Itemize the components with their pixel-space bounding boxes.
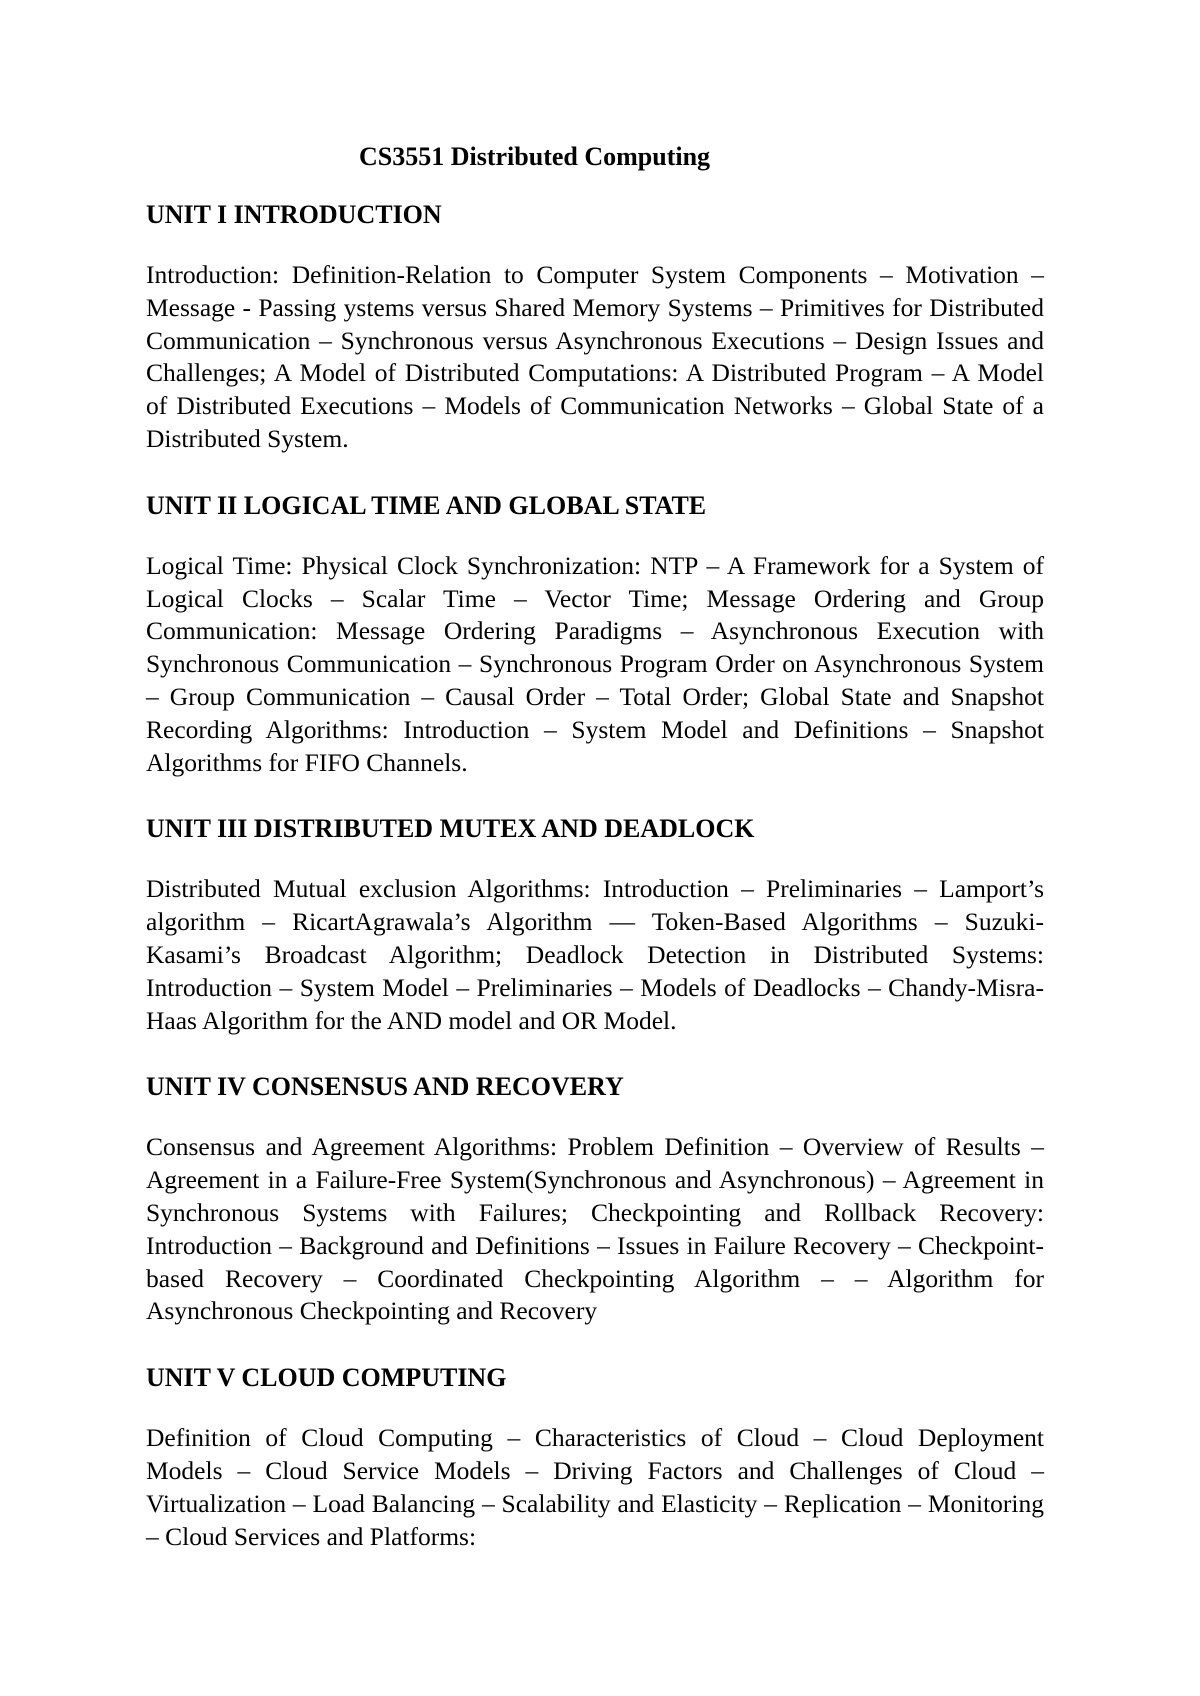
unit-4-section bbox=[146, 1070, 1044, 1328]
unit-5-body: Definition of Cloud Computing – Characteristics of Cloud – Cloud Deployment Models – Cloud Service Models – Driving Factors and Challenges of Cloud – Virtualization – Load Balancing – Scalability and Elasticity – Replication – Monitoring – Cloud Services and Platforms: bbox=[146, 1423, 1044, 1551]
unit-2-section bbox=[146, 489, 1044, 780]
unit-1-heading: UNIT I INTRODUCTION bbox=[146, 200, 442, 229]
unit-4-body: Consensus and Agreement Algorithms: Problem Definition – Overview of Results – Agreement in a Failure-Free System(Synchronous and Asynchronous) – Agreement in Synchronous Systems with Failures; Checkpointing and Rollback Recovery: Introduction – Background and Definitions – Issues in Failure Recovery – Checkpoint-based Recovery – Coordinated Checkpointing Algorithm – – Algorithm for Asynchronous Checkpointing and Recovery bbox=[146, 1132, 1044, 1326]
unit-4-heading: UNIT IV CONSENSUS AND RECOVERY bbox=[146, 1072, 624, 1102]
unit-5-heading: UNIT V CLOUD COMPUTING bbox=[146, 1363, 507, 1393]
unit-3-body: Distributed Mutual exclusion Algorithms: Introduction – Preliminaries – Lamport’s algorithm – RicartAgrawala’s Algorithm –– Token-Based Algorithms – Suzuki-Kasami’s Broadcast Algorithm; Deadlock Detection in Distributed Systems: Introduction – System Model – Preliminaries – Models of Deadlocks – Chandy-Misra-Haas Algorithm for the AND model and OR Model. bbox=[146, 874, 1044, 1035]
document-page bbox=[146, 140, 1044, 1586]
unit-2-body: Logical Time: Physical Clock Synchronization: NTP – A Framework for a System of Logical Clocks – Scalar Time – Vector Time; Message Ordering and Group Communication: Message Ordering Paradigms – Asynchronous Execution with Synchronous Communication – Synchronous Program Order on Asynchronous System – Group Communication – Causal Order – Total Order; Global State and Snapshot Recording Algorithms: Introduction – System Model and Definitions – Snapshot Algorithms for FIFO Channels. bbox=[146, 550, 1044, 777]
unit-5-section bbox=[146, 1361, 1044, 1553]
unit-3-heading: UNIT III DISTRIBUTED MUTEX AND DEADLOCK bbox=[146, 814, 755, 844]
unit-1-section bbox=[146, 198, 1044, 456]
document-title: CS3551 Distributed Computing bbox=[359, 142, 711, 171]
unit-1-body: Introduction: Definition-Relation to Computer System Components – Motivation – Message - Passing ystems versus Shared Memory Systems – Primitives for Distributed Communication – Synchronous versus Asynchronous Executions – Design Issues and Challenges; A Model of Distributed Computations: A Distributed Program – A Model of Distributed Executions – Models of Communication Networks – Global State of a Distributed System. bbox=[146, 260, 1044, 453]
unit-3-section bbox=[146, 812, 1044, 1037]
unit-2-heading: UNIT II LOGICAL TIME AND GLOBAL STATE bbox=[146, 490, 707, 520]
